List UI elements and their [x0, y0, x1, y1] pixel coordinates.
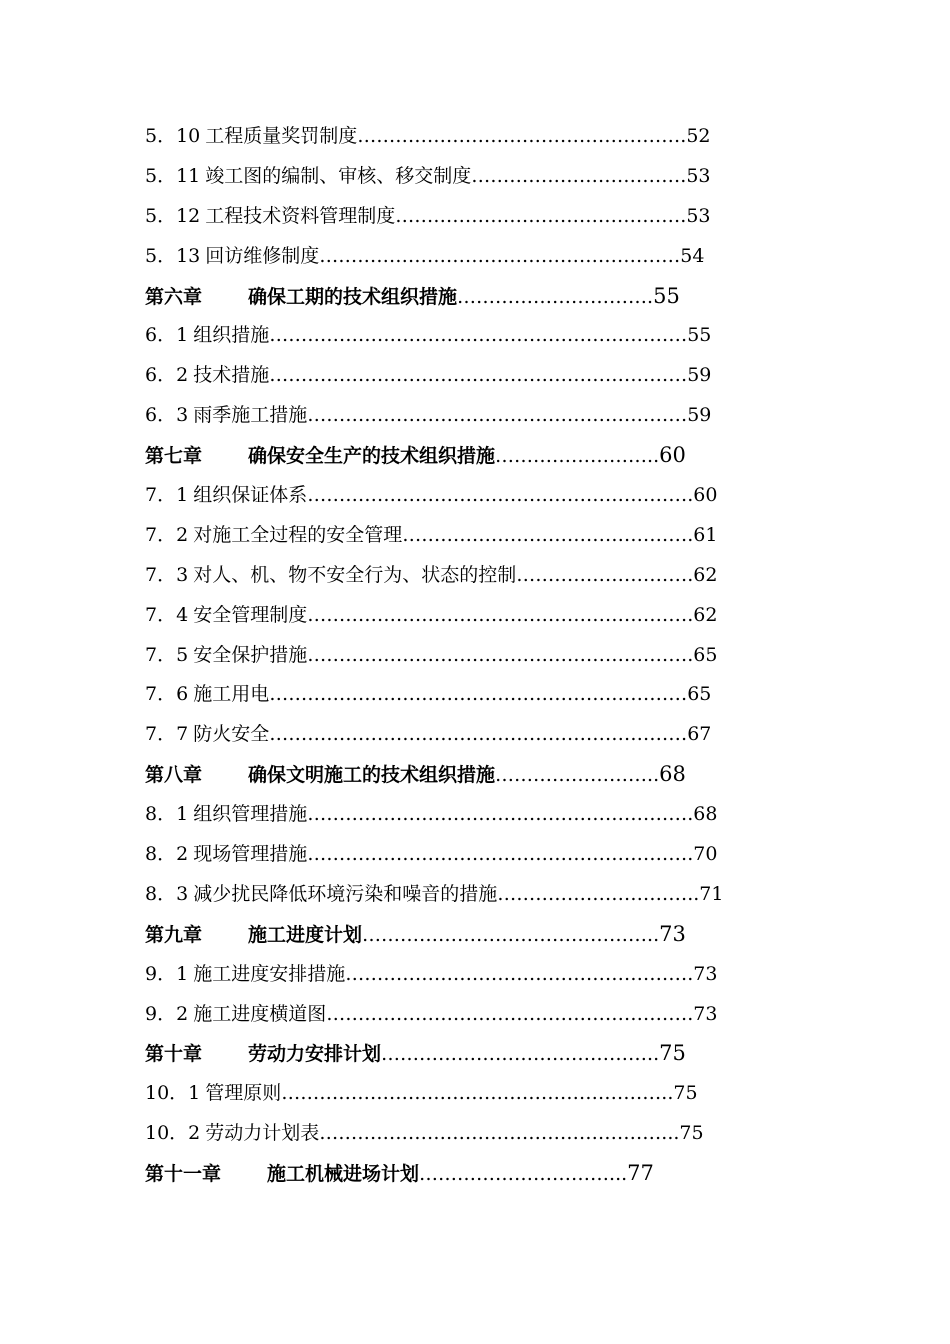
toc-page-number: 70: [693, 843, 718, 866]
toc-entry-text: [145, 840, 717, 868]
toc-chapter-entry[interactable]: [0, 276, 950, 316]
toc-page-number: 71: [699, 882, 724, 905]
toc-page-number: 53: [686, 204, 711, 227]
toc-entry-text: [145, 920, 686, 949]
toc-section-entry[interactable]: [0, 196, 950, 236]
toc-entry-number: 第十一章: [145, 1163, 222, 1186]
toc-leader-dots: ………………………….: [457, 285, 654, 308]
toc-entry-text: [145, 1159, 654, 1188]
toc-entry-number: 7．7: [145, 723, 189, 746]
toc-entry-title: 对人、机、物不安全行为、状态的控制: [193, 563, 517, 586]
toc-section-entry[interactable]: [0, 874, 950, 914]
toc-chapter-entry[interactable]: [0, 914, 950, 954]
toc-leader-dots: …………………………..: [497, 882, 700, 905]
toc-entry-number: 10．2: [145, 1122, 201, 1145]
toc-entry-number: 8．2: [145, 843, 189, 866]
toc-entry-number: 7．3: [145, 563, 189, 586]
toc-page-number: 52: [686, 125, 711, 147]
toc-entry-text: [145, 282, 680, 311]
toc-entry-title: 安全管理制度: [193, 603, 308, 626]
toc-section-entry[interactable]: [0, 515, 950, 555]
toc-entry-number: 第六章: [145, 285, 203, 308]
toc-entry-number: 9．1: [145, 962, 189, 985]
toc-entry-text: [145, 521, 717, 549]
toc-leader-dots: …………………………………………………….: [307, 484, 694, 507]
toc-entry-text: [145, 880, 723, 908]
toc-leader-dots: ………………………………………..: [362, 923, 660, 946]
toc-entry-title: 管理原则: [205, 1082, 282, 1105]
toc-entry-number: 第十章: [145, 1043, 203, 1066]
toc-entry-title: 组织措施: [193, 324, 270, 347]
toc-page-number: 59: [687, 404, 712, 427]
toc-entry-text: [145, 641, 717, 669]
toc-entry-title: 劳动力安排计划: [248, 1043, 382, 1066]
toc-entry-text: [145, 680, 711, 708]
toc-leader-dots: …………………………………………………….: [307, 843, 694, 866]
toc-section-entry[interactable]: [0, 635, 950, 675]
toc-entry-text: [145, 960, 717, 988]
toc-entry-number: 5．12: [145, 204, 201, 227]
toc-entry-text: [145, 321, 711, 349]
toc-section-entry[interactable]: [0, 555, 950, 595]
toc-section-entry[interactable]: [0, 236, 950, 276]
toc-page-number: 68: [659, 762, 686, 787]
toc-entry-text: [145, 162, 711, 190]
toc-entry-title: 安全保护措施: [193, 643, 308, 666]
toc-page-number: 73: [659, 921, 686, 946]
toc-entry-number: 第七章: [145, 445, 203, 468]
toc-leader-dots: ……………………………………………………..: [281, 1082, 674, 1105]
toc-entry-number: 7．2: [145, 523, 189, 546]
toc-section-entry[interactable]: [0, 116, 950, 156]
toc-section-entry[interactable]: [0, 1073, 950, 1113]
toc-entry-number: 7．1: [145, 484, 189, 507]
toc-leader-dots: ……………………..: [495, 764, 660, 787]
toc-entry-text: [145, 720, 711, 748]
toc-entry-title: 回访维修制度: [205, 244, 320, 267]
toc-entry-text: [145, 481, 717, 509]
toc-entry-title: 技术措施: [193, 364, 270, 387]
toc-entry-number: 9．2: [145, 1002, 189, 1025]
toc-page-number: 67: [687, 723, 712, 746]
toc-entry-title: 确保工期的技术组织措施: [248, 285, 458, 308]
toc-page-number: 60: [693, 484, 718, 507]
toc-section-entry[interactable]: [0, 475, 950, 515]
toc-entry-title: 防火安全: [193, 723, 270, 746]
toc-entry-text: [145, 601, 717, 629]
toc-entry-title: 施工进度横道图: [193, 1002, 327, 1025]
toc-leader-dots: ……………………………………..: [381, 1043, 660, 1066]
toc-entry-title: 现场管理措施: [193, 843, 308, 866]
toc-entry-text: [145, 122, 711, 150]
toc-section-entry[interactable]: [0, 395, 950, 435]
toc-page-number: 54: [680, 244, 705, 267]
toc-leader-dots: ……………………………………….: [395, 204, 687, 227]
toc-entry-text: [145, 242, 704, 270]
toc-leader-dots: …………………………………………………….: [307, 803, 694, 826]
toc-section-entry[interactable]: [0, 714, 950, 754]
toc-entry-number: 7．4: [145, 603, 189, 626]
toc-leader-dots: …………………………………………………: [319, 244, 681, 267]
toc-entry-number: 6．2: [145, 364, 189, 387]
toc-leader-dots: ……………………………………………….: [345, 962, 694, 985]
toc-entry-text: [145, 202, 711, 230]
toc-entry-title: 施工进度计划: [248, 923, 363, 946]
toc-page-number: 61: [693, 523, 718, 546]
toc-chapter-entry[interactable]: [0, 1153, 950, 1193]
toc-entry-title: 组织管理措施: [193, 803, 308, 826]
toc-page-number: 62: [693, 563, 718, 586]
toc-leader-dots: ……………………..: [495, 445, 660, 468]
toc-leader-dots: …………………………….: [471, 164, 687, 187]
toc-leader-dots: …………………………………………………….: [307, 643, 694, 666]
toc-page-number: 73: [693, 1002, 718, 1025]
toc-entry-text: [145, 1039, 686, 1068]
toc-page-number: 68: [693, 803, 718, 826]
toc-entry-title: 施工机械进场计划: [267, 1163, 420, 1186]
toc-entry-text: [145, 1079, 698, 1107]
toc-page-number: 75: [679, 1122, 704, 1145]
toc-leader-dots: …………………………………………………………: [269, 364, 688, 387]
toc-leader-dots: ……………………….: [516, 563, 694, 586]
toc-entry-title: 施工进度安排措施: [193, 962, 346, 985]
toc-section-entry[interactable]: [0, 355, 950, 395]
toc-entry-title: 工程质量奖罚制度: [205, 125, 358, 147]
toc-page-number: 60: [659, 443, 686, 468]
toc-entry-number: 8．1: [145, 803, 189, 826]
toc-section-entry[interactable]: [0, 954, 950, 994]
toc-entry-number: 7．6: [145, 683, 189, 706]
toc-entry-text: [145, 361, 711, 389]
table-of-contents: [0, 116, 950, 1193]
toc-entry-number: 5．10: [145, 125, 201, 147]
toc-entry-number: 5．11: [145, 164, 201, 187]
toc-entry-title: 组织保证体系: [193, 484, 308, 507]
toc-entry-text: [145, 561, 717, 589]
toc-entry-number: 5．13: [145, 244, 201, 267]
toc-section-entry[interactable]: [0, 1113, 950, 1153]
toc-chapter-entry[interactable]: [0, 435, 950, 475]
toc-entry-title: 雨季施工措施: [193, 404, 308, 427]
toc-entry-text: [145, 800, 717, 828]
toc-entry-title: 工程技术资料管理制度: [205, 204, 396, 227]
toc-entry-number: 10．1: [145, 1082, 201, 1105]
toc-section-entry[interactable]: [0, 794, 950, 834]
toc-entry-title: 对施工全过程的安全管理: [193, 523, 403, 546]
toc-entry-number: 第八章: [145, 764, 203, 787]
toc-entry-title: 确保安全生产的技术组织措施: [248, 445, 496, 468]
toc-section-entry[interactable]: [0, 315, 950, 355]
toc-section-entry[interactable]: [0, 674, 950, 714]
toc-chapter-entry[interactable]: [0, 754, 950, 794]
toc-leader-dots: …………………………………………………….: [307, 603, 694, 626]
toc-chapter-entry[interactable]: [0, 1033, 950, 1073]
toc-leader-dots: ……………………………………….: [402, 523, 694, 546]
toc-leader-dots: ………………………………………………...: [319, 1122, 680, 1145]
toc-page-number: 59: [687, 364, 712, 387]
toc-entry-text: [145, 441, 686, 470]
toc-page-number: 53: [686, 164, 711, 187]
toc-page-number: 77: [627, 1161, 654, 1186]
toc-leader-dots: ……………………………………………………: [307, 404, 688, 427]
toc-leader-dots: …………………………...: [419, 1163, 628, 1186]
toc-entry-number: 6．1: [145, 324, 189, 347]
toc-leader-dots: …………………………………………………………: [269, 723, 688, 746]
toc-entry-title: 减少扰民降低环境污染和噪音的措施: [193, 882, 498, 905]
toc-entry-text: [145, 401, 711, 429]
toc-entry-title: 确保文明施工的技术组织措施: [248, 764, 496, 787]
toc-leader-dots: …………………………………………………………: [269, 324, 688, 347]
toc-leader-dots: …………………………………………….: [357, 125, 687, 147]
toc-page-number: 75: [673, 1082, 698, 1105]
toc-page-number: 75: [659, 1041, 686, 1066]
toc-section-entry[interactable]: [0, 994, 950, 1034]
toc-page-number: 55: [687, 324, 712, 347]
toc-page-number: 65: [687, 683, 712, 706]
toc-entry-number: 8．3: [145, 882, 189, 905]
toc-section-entry[interactable]: [0, 156, 950, 196]
toc-leader-dots: ………………………………………………….: [326, 1002, 694, 1025]
toc-entry-text: [145, 1119, 704, 1147]
toc-page-number: 62: [693, 603, 718, 626]
toc-entry-number: 7．5: [145, 643, 189, 666]
toc-entry-number: 第九章: [145, 923, 203, 946]
toc-section-entry[interactable]: [0, 834, 950, 874]
toc-entry-title: 施工用电: [193, 683, 270, 706]
toc-entry-text: [145, 1000, 717, 1028]
toc-entry-title: 竣工图的编制、审核、移交制度: [205, 164, 472, 187]
toc-page-number: 73: [693, 962, 718, 985]
toc-section-entry[interactable]: [0, 595, 950, 635]
toc-page-number: 55: [653, 283, 680, 308]
toc-entry-number: 6．3: [145, 404, 189, 427]
toc-entry-text: [145, 760, 686, 789]
toc-page-number: 65: [693, 643, 718, 666]
toc-leader-dots: …………………………………………………………: [269, 683, 688, 706]
toc-entry-title: 劳动力计划表: [205, 1122, 320, 1145]
